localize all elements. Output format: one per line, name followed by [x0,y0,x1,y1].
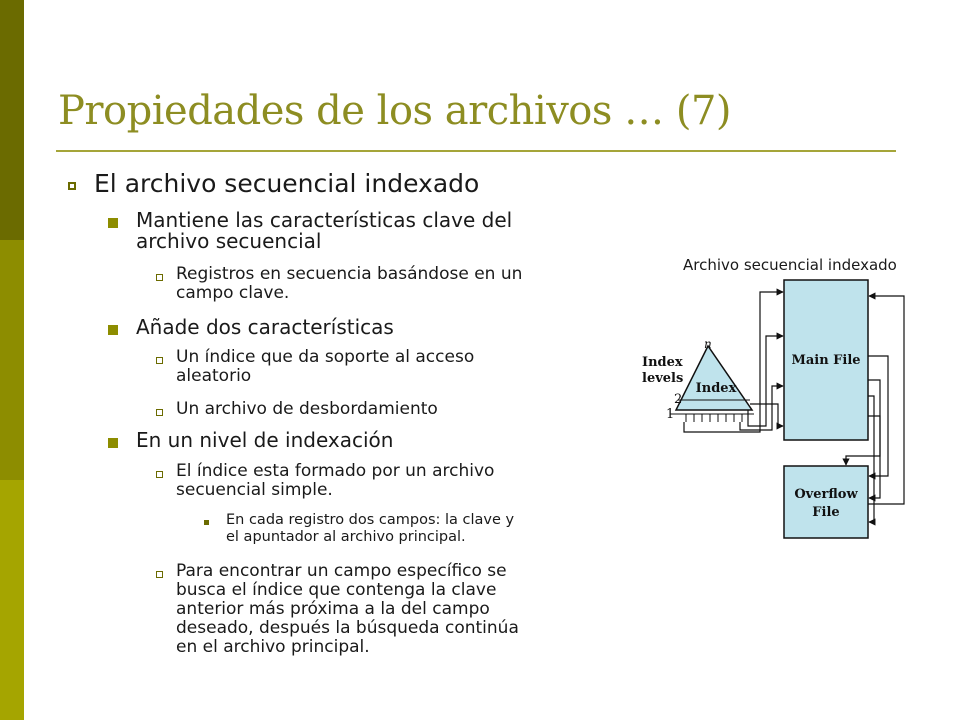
bullet-level3-line: anterior más próxima a la del campo [176,599,490,619]
sidebar-band-bottom [0,480,24,720]
figure-caption: Archivo secuencial indexado [683,256,897,274]
bullet-marker-open [156,357,163,364]
index-record-ticks [686,414,742,422]
overflow-file-box [784,466,868,538]
title-divider [56,150,896,152]
bullet-level3-line: secuencial simple. [176,480,333,500]
index-levels-label: levels [642,371,684,386]
bullet-level3-line: aleatorio [176,366,252,386]
bullet-marker-open [156,409,163,416]
bullet-level3-line: Para encontrar un campo específico se [176,561,507,581]
bullet-level3-line: deseado, después la búsqueda continúa [176,618,519,638]
page-title: Propiedades de los archivos … (7) [58,88,731,134]
index-label: Index [695,381,737,396]
bullet-level3-line: busca el índice que contenga la clave [176,580,497,600]
bullet-level3-line: Un archivo de desbordamiento [176,399,438,419]
bullet-marker-open [156,274,163,281]
bullet-marker-open [156,571,163,578]
bullet-level2-line: archivo secuencial [136,229,322,253]
sidebar-band-top [0,0,24,240]
bullet-marker-filled [108,438,118,448]
sidebar-band-middle [0,240,24,480]
bullet-level2-line: Mantiene las características clave del [136,208,513,232]
overflow-file-label: File [812,505,840,520]
index-levels-label: Index [642,355,683,370]
main-file-label: Main File [791,353,861,368]
bullet-marker-tiny [204,520,209,525]
bullet-level1: El archivo secuencial indexado [94,169,480,198]
indexed-sequential-diagram [640,276,960,548]
overflow-file-label: Overflow [794,487,858,502]
sidebar-accent [0,0,24,720]
bullet-level3-line: en el archivo principal. [176,637,370,657]
bullet-marker-open [156,471,163,478]
bullet-level3-line: campo clave. [176,283,290,303]
bullet-level3-line: Un índice que da soporte al acceso [176,347,475,367]
bullet-level3-line: Registros en secuencia basándose en un [176,264,523,284]
bullet-marker-filled [108,218,118,228]
index-pointer-arrows [684,292,783,432]
bullet-marker-open [68,182,76,190]
bullet-level4-line: el apuntador al archivo principal. [226,529,466,545]
level-n-label: n [704,337,712,351]
bullet-level3-line: El índice esta formado por un archivo [176,461,495,481]
bullet-level4-line: En cada registro dos campos: la clave y [226,512,515,528]
bullet-level2-line: En un nivel de indexación [136,428,394,452]
level-1-label: 1 [666,407,675,422]
bullet-marker-filled [108,325,118,335]
bullet-level2-line: Añade dos características [136,315,394,339]
level-2-label: 2 [674,392,683,407]
